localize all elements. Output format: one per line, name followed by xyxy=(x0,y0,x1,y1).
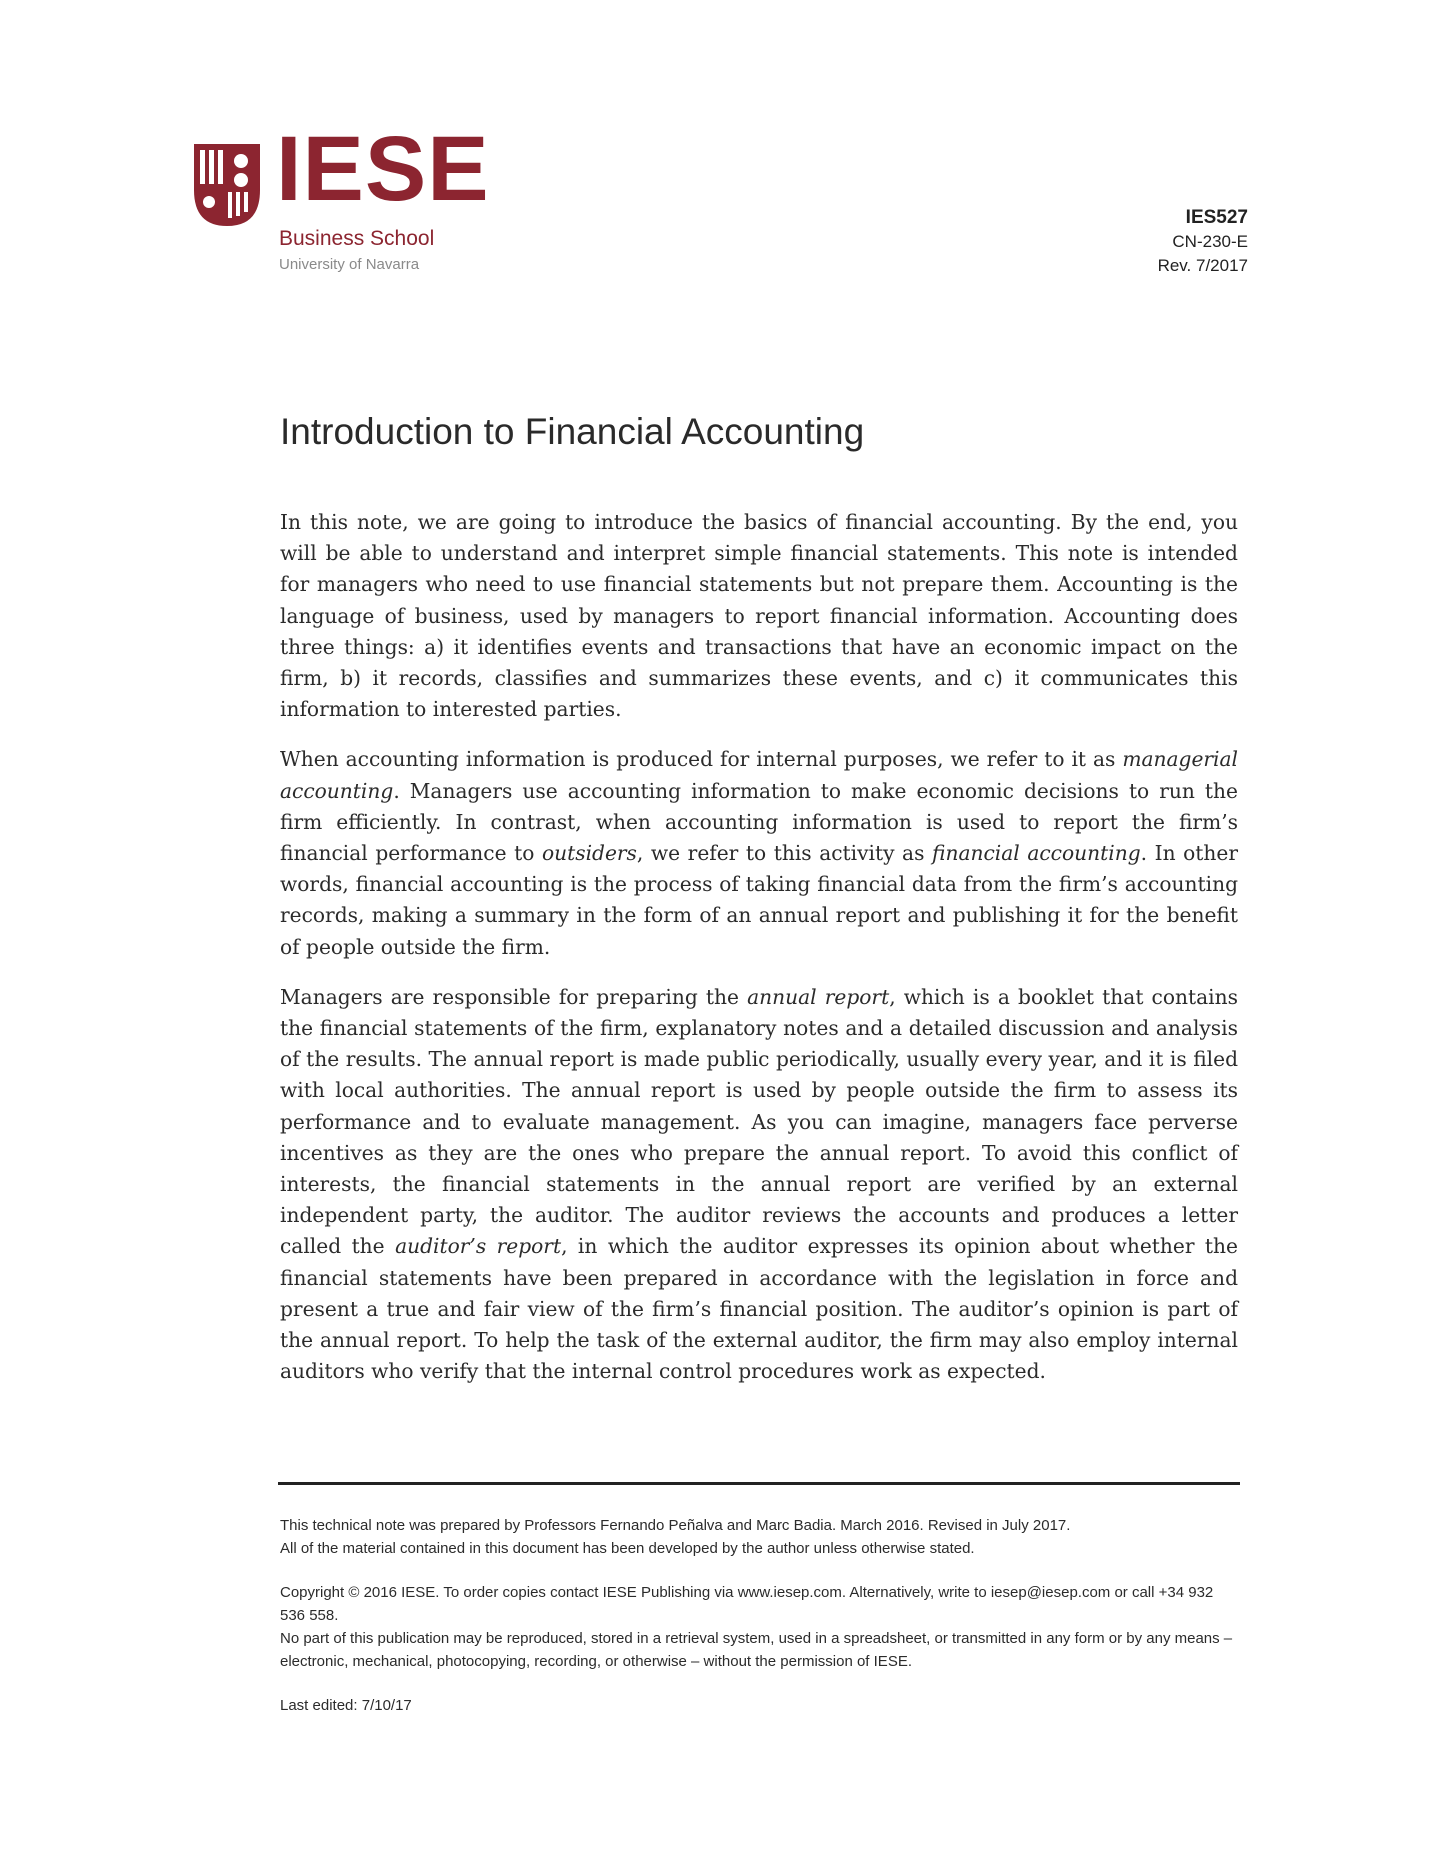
body-text xyxy=(280,507,1238,1406)
paragraph-text: . Managers use accounting information to make economic decisions to run the firm efficiently. In contrast, when accounting information is used to report the firm’s financial performance to xyxy=(280,778,1238,866)
footer-material-note: All of the material contained in this document has been developed by the author unless otherwise stated. xyxy=(280,1540,975,1557)
iese-logo xyxy=(194,118,490,289)
footer-prepared-by: This technical note was prepared by Professors Fernando Peñalva and Marc Badia. March 2016. Revised in July 2017. xyxy=(280,1517,1071,1534)
page-title: Introduction to Financial Accounting xyxy=(280,411,865,452)
emphasized-term: outsiders xyxy=(541,841,637,866)
paragraph-text: , we refer to this activity as xyxy=(636,841,932,866)
body-paragraph xyxy=(280,744,1238,962)
iese-crest-icon xyxy=(194,144,260,226)
document-reference: CN-230-E xyxy=(1172,232,1248,251)
footer-last-edited: Last edited: 7/10/17 xyxy=(280,1697,412,1714)
emphasized-term: auditor’s report xyxy=(395,1234,562,1259)
paragraph-text: , in which the auditor expresses its opinion about whether the financial statements have been prepared in accordance with the legislation in force and present a true and fair view of the firm’s financial position. The auditor’s opinion is part of the annual report. To help the task of the external auditor, the firm may also employ internal auditors who verify that the internal control procedures work as expected. xyxy=(280,1234,1238,1384)
logo-subtitle: Business School xyxy=(279,227,435,250)
paragraph-text: When accounting information is produced for internal purposes, we refer to it as xyxy=(280,747,1123,772)
document-code: IES527 xyxy=(1185,207,1248,228)
emphasized-term: financial accounting xyxy=(932,841,1141,866)
document-revision: Rev. 7/2017 xyxy=(1157,256,1248,275)
emphasized-term: managerial accounting xyxy=(280,747,1238,803)
paragraph-text: In this note, we are going to introduce the basics of financial accounting. By the end, you will be able to understand and interpret simple financial statements. This note is intended for managers who need to use financial statements but not prepare them. Accounting is the language of business, used by managers to report financial information. Accounting does three things: a) it identifies events and transactions that have an economic impact on the firm, b) it records, classifies and summarizes these events, and c) it communicates this information to interested parties. xyxy=(280,510,1238,722)
footer-copyright: Copyright © 2016 IESE. To order copies contact IESE Publishing via www.iesep.com. Alternatively, write to iesep@iesep.com or call +34 932 536 558. xyxy=(280,1584,1214,1624)
body-paragraph xyxy=(280,507,1238,725)
body-paragraph xyxy=(280,982,1238,1388)
paragraph-text: Managers are responsible for preparing the xyxy=(280,984,748,1009)
document-identifiers xyxy=(1158,206,1248,278)
emphasized-term: annual report xyxy=(747,984,890,1009)
logo-university: University of Navarra xyxy=(279,256,420,273)
footer-notes xyxy=(280,1514,1238,1717)
paragraph-text: . In other words, financial accounting is the process of taking financial data from the firm’s accounting records, making a summary in the form of an annual report and publishing it for the benefit of people outside the firm. xyxy=(280,841,1238,959)
paragraph-text: , which is a booklet that contains the financial statements of the firm, explanatory notes and a detailed discussion and analysis of the results. The annual report is made public periodically, usually every year, and it is filed with local authorities. The annual report is used by people outside the firm to assess its performance and to evaluate management. As you can imagine, managers face perverse incentives as they are the ones who prepare the annual report. To avoid this conflict of interests, the financial statements in the annual report are verified by an external independent party, the auditor. The auditor reviews the accounts and produces a letter called the xyxy=(280,984,1238,1259)
logo-wordmark: IESE xyxy=(276,118,490,220)
footer-rights-notice: No part of this publication may be reproduced, stored in a retrieval system, used in a spreadsheet, or transmitted in any form or by any means – electronic, mechanical, photocopying, recording, or otherwise – without the permission of IESE. xyxy=(280,1630,1233,1670)
footer-divider xyxy=(278,1482,1240,1485)
